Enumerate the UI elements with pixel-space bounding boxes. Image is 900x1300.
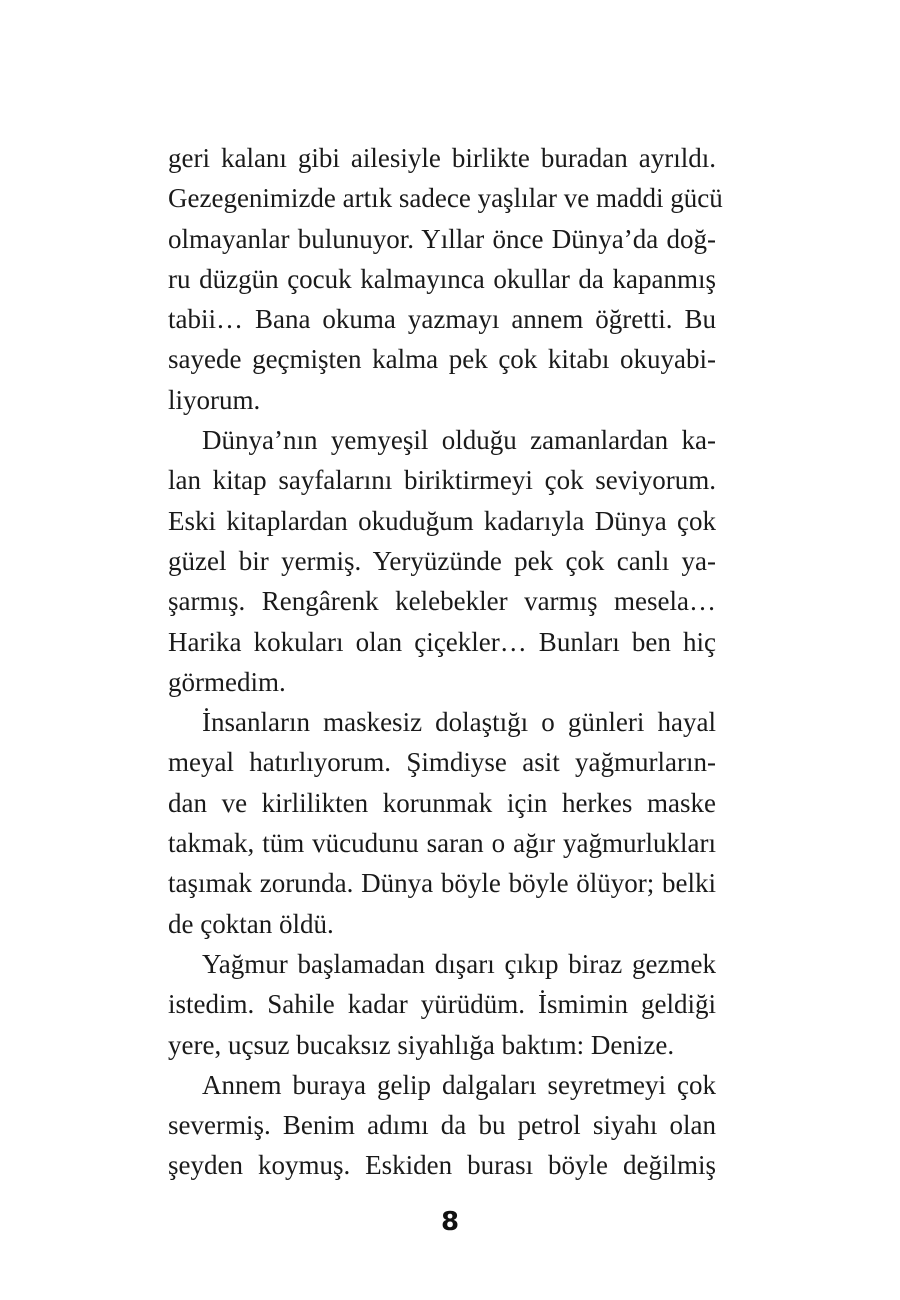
paragraph-5 [168, 1065, 716, 1186]
text-line: olmayanlar bulunuyor. Yıllar önce Dünya’da doğ- [168, 223, 716, 254]
page-number: 8 [440, 1207, 460, 1237]
text-line: sayede geçmişten kalma pek çok kitabı okuyabi- [168, 344, 716, 375]
text-line: taşımak zorunda. Dünya böyle böyle ölüyor; belki [168, 868, 716, 899]
text-line: Eski kitaplardan okuduğum kadarıyla Dünya çok [168, 505, 716, 536]
text-line: görmedim. [168, 666, 286, 697]
text-line: liyorum. [168, 384, 261, 415]
text-line: tabii… Bana okuma yazmayı annem öğretti. Bu [168, 304, 716, 335]
paragraph-3 [168, 702, 716, 944]
text-line: Yağmur başlamadan dışarı çıkıp biraz gezmek [202, 948, 716, 979]
paragraph-1 [168, 138, 723, 420]
text-line: takmak, tüm vücudunu saran o ağır yağmurlukları [168, 828, 716, 859]
text-line: meyal hatırlıyorum. Şimdiyse asit yağmurların- [168, 747, 716, 778]
text-line: güzel bir yermiş. Yeryüzünde pek çok canlı ya- [168, 545, 716, 576]
text-line: istedim. Sahile kadar yürüdüm. İsmimin geldiği [168, 989, 716, 1020]
paragraph-4 [168, 944, 716, 1065]
text-line: Annem buraya gelip dalgaları seyretmeyi çok [202, 1069, 716, 1100]
paragraph-2 [168, 420, 716, 702]
text-line: lan kitap sayfalarını biriktirmeyi çok seviyorum. [168, 465, 716, 496]
text-line: İnsanların maskesiz dolaştığı o günleri hayal [202, 707, 716, 738]
text-line: geri kalanı gibi ailesiyle birlikte buradan ayrıldı. [168, 143, 716, 173]
text-line: yere, uçsuz bucaksız siyahlığa baktım: Denize. [168, 1029, 675, 1060]
text-line: severmiş. Benim adımı da bu petrol siyahı olan [168, 1110, 716, 1141]
text-line: şarmış. Rengârenk kelebekler varmış mesela… [168, 586, 716, 617]
text-line: Gezegenimizde artık sadece yaşlılar ve maddi gücü [168, 183, 723, 214]
text-line: ru düzgün çocuk kalmayınca okullar da kapanmış [168, 263, 716, 294]
text-line: Harika kokuları olan çiçekler… Bunları ben hiç [168, 626, 716, 657]
text-line: dan ve kirlilikten korunmak için herkes maske [168, 787, 716, 818]
text-line: Dünya’nın yemyeşil olduğu zamanlardan ka- [202, 425, 716, 456]
body-text [168, 138, 723, 1186]
text-line: de çoktan öldü. [168, 908, 334, 939]
text-line: şeyden koymuş. Eskiden burası böyle değilmiş [168, 1150, 716, 1181]
